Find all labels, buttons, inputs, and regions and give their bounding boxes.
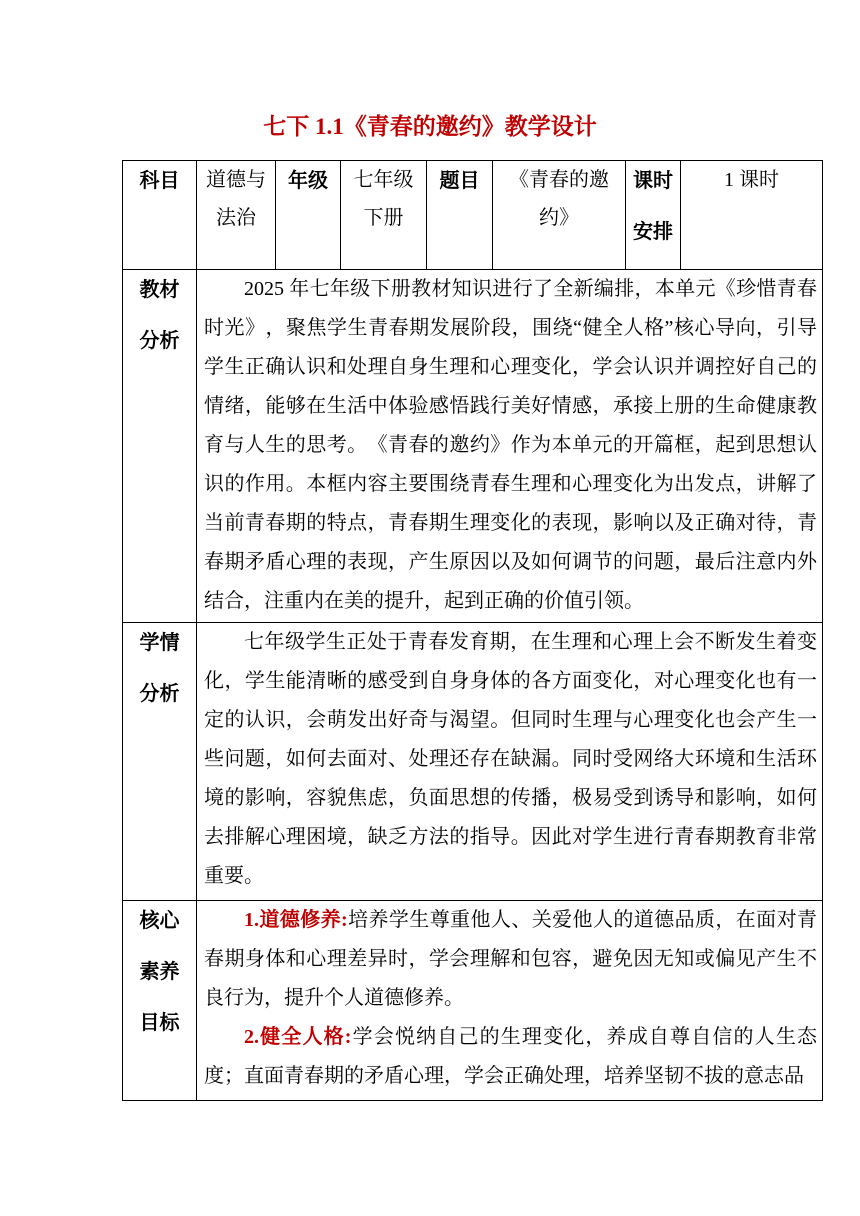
topic-value: 《青春的邀约》	[509, 169, 609, 229]
core-goal-item	[204, 901, 817, 1018]
core-goal-item	[204, 1018, 817, 1096]
document-title: 七下 1.1《青春的邀约》教学设计	[263, 114, 597, 139]
lesson-table-body	[123, 161, 823, 1101]
material-analysis-label-cell	[123, 270, 197, 623]
lesson-design-table	[122, 160, 823, 1101]
duration-label: 课时安排	[633, 170, 673, 243]
subject-label: 科目	[139, 170, 180, 192]
material-analysis-row	[123, 270, 823, 623]
core-goal-heading: 2.健全人格:	[244, 1026, 352, 1048]
student-analysis-content-cell	[197, 623, 823, 901]
material-analysis-label: 教材分析	[139, 279, 180, 352]
grade-value-cell	[341, 161, 427, 270]
subject-label-cell	[123, 161, 197, 270]
grade-label: 年级	[288, 170, 328, 192]
info-row	[123, 161, 823, 270]
core-literacy-label-cell	[123, 901, 197, 1101]
subject-value: 道德与法治	[206, 169, 266, 229]
topic-label-cell	[427, 161, 493, 270]
grade-value: 七年级下册	[353, 169, 414, 229]
core-goal-text: 培养学生尊重他人、关爱他人的道德品质，在面对青春期身体和心理差异时，学会理解和包容，避免因无知或偏见产生不良行为，提升个人道德修养。	[204, 909, 817, 1009]
grade-label-cell	[276, 161, 341, 270]
student-analysis-label-cell	[123, 623, 197, 901]
topic-label: 题目	[439, 170, 480, 192]
subject-value-cell	[197, 161, 276, 270]
student-analysis-row	[123, 623, 823, 901]
core-literacy-label: 核心素养目标	[139, 910, 180, 1034]
duration-value-cell	[681, 161, 823, 270]
core-goal-heading: 1.道德修养:	[244, 909, 348, 931]
material-analysis-content-cell	[197, 270, 823, 623]
core-literacy-row	[123, 901, 823, 1101]
student-analysis-text: 七年级学生正处于青春发育期，在生理和心理上会不断发生着变化，学生能清晰的感受到自身身体的各方面变化，对心理变化也有一定的认识，会萌发出好奇与渴望。但同时生理与心理变化也会产生一些问题，如何去面对、处理还存在缺漏。同时受网络大环境和生活环境的影响，容貌焦虑，负面思想的传播，极易受到诱导和影响，如何去排解心理困境，缺乏方法的指导。因此对学生进行青春期教育非常重要。	[204, 631, 817, 887]
duration-label-cell	[626, 161, 681, 270]
material-analysis-text: 2025 年七年级下册教材知识进行了全新编排，本单元《珍惜青春时光》，聚焦学生青春期发展阶段，围绕“健全人格”核心导向，引导学生正确认识和处理自身生理和心理变化，学会认识并调控好自己的情绪，能够在生活中体验感悟践行美好情感，承接上册的生命健康教育与人生的思考。《青春的邀约》作为本单元的开篇框，起到思想认识的作用。本框内容主要围绕青春生理和心理变化为出发点，讲解了当前青春期的特点，青春期生理变化的表现，影响以及正确对待，青春期矛盾心理的表现，产生原因以及如何调节的问题，最后注意内外结合，注重内在美的提升，起到正确的价值引领。	[204, 278, 817, 612]
topic-value-cell	[493, 161, 626, 270]
student-analysis-label: 学情分析	[139, 632, 180, 705]
core-goal-text: 学会悦纳自己的生理变化，养成自尊自信的人生态度；直面青春期的矛盾心理，学会正确处理，培养坚韧不拔的意志品	[204, 1026, 817, 1087]
duration-value: 1 课时	[724, 169, 779, 191]
core-literacy-content-cell	[197, 901, 823, 1101]
